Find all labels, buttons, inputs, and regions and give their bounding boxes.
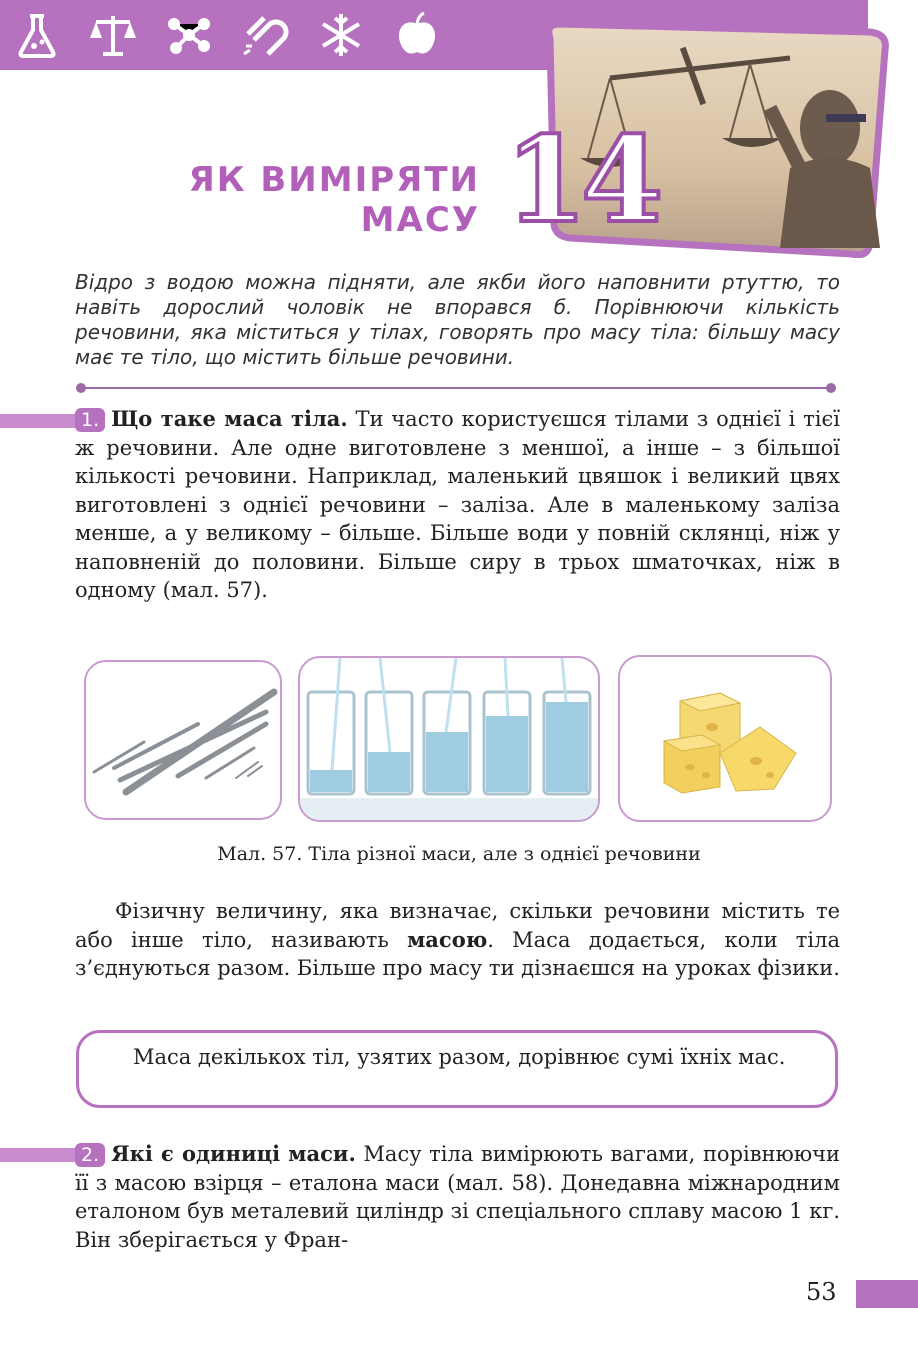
section2-badge: 2. (75, 1143, 105, 1167)
section2-heading: Які є одиниці маси. (111, 1141, 356, 1166)
chapter-number: 14 (505, 110, 658, 249)
section1-badge: 1. (75, 408, 105, 432)
magnet-icon (240, 10, 290, 60)
scales-icon (88, 10, 138, 60)
page-number-bar (856, 1280, 918, 1308)
chapter-title-line2: МАСУ (360, 200, 480, 240)
snowflake-icon (316, 10, 366, 60)
flask-icon (12, 10, 62, 60)
figure-caption: Мал. 57. Тіла різної маси, але з однієї речовини (217, 843, 701, 865)
divider-line (76, 383, 836, 393)
rule-box (76, 1030, 838, 1108)
chapter-title-line1: ЯК ВИМІРЯТИ (188, 160, 480, 200)
section2-paragraph (75, 1140, 840, 1254)
mass-definition-part2: . Маса додається, коли тіла з’єднуються разом. Більше про масу ти дізнаєшся на уроках фізики. (75, 927, 840, 980)
section1-paragraph (75, 405, 840, 605)
section1-text: Ти часто користуєшся тілами з однієї і тієї ж речовини. Але одне виготовлене з меншої, а інше – з більшої кількості речовини. Наприклад, маленький цвяшок і великий цвях виготовлені з однієї речовини – заліза. Але в маленькому заліза менше, а у великому – більше. Більше води у повній склянці, ніж у наповненій до половини. Більше сиру в трьох шматочках, ніж в одному (мал. 57). (75, 407, 840, 602)
figure-nails (84, 660, 282, 820)
figure-cheese-cubes (618, 655, 832, 822)
mass-definition-part1: Фізичну величину, яка визначає, скільки речовини містить те або інше тіло, називають (75, 899, 840, 952)
mass-definition-paragraph (75, 897, 840, 983)
section1-heading: Що таке маса тіла. (111, 406, 348, 431)
chapter-title (189, 160, 480, 240)
apple-icon (392, 10, 442, 60)
intro-text: Відро з водою можна підняти, але якби його наповнити ртуттю, то навіть дорослий чоловік не впорався б. Порівнюючи кількість речовини, яка міститься у тілах, говорять про масу тіла: більшу масу має те тіло, що містить більше речовини. (75, 270, 840, 369)
section2-text: Масу тіла вимірюють вагами, порівнюючи її з масою взірця – еталона маси (мал. 58). Донедавна міжнародним еталоном був металевий циліндр зі спеціального сплаву масою 1 кг. Він зберігається у Фран- (75, 1142, 841, 1252)
page-number: 53 (806, 1278, 837, 1306)
figure-water-glasses (298, 656, 600, 822)
molecule-icon (164, 10, 214, 60)
rule-text: Маса декількох тіл, узятих разом, дорівнює сумі їхніх мас. (133, 1045, 786, 1069)
mass-definition-term: масою (407, 926, 488, 952)
header-icons (12, 10, 442, 60)
